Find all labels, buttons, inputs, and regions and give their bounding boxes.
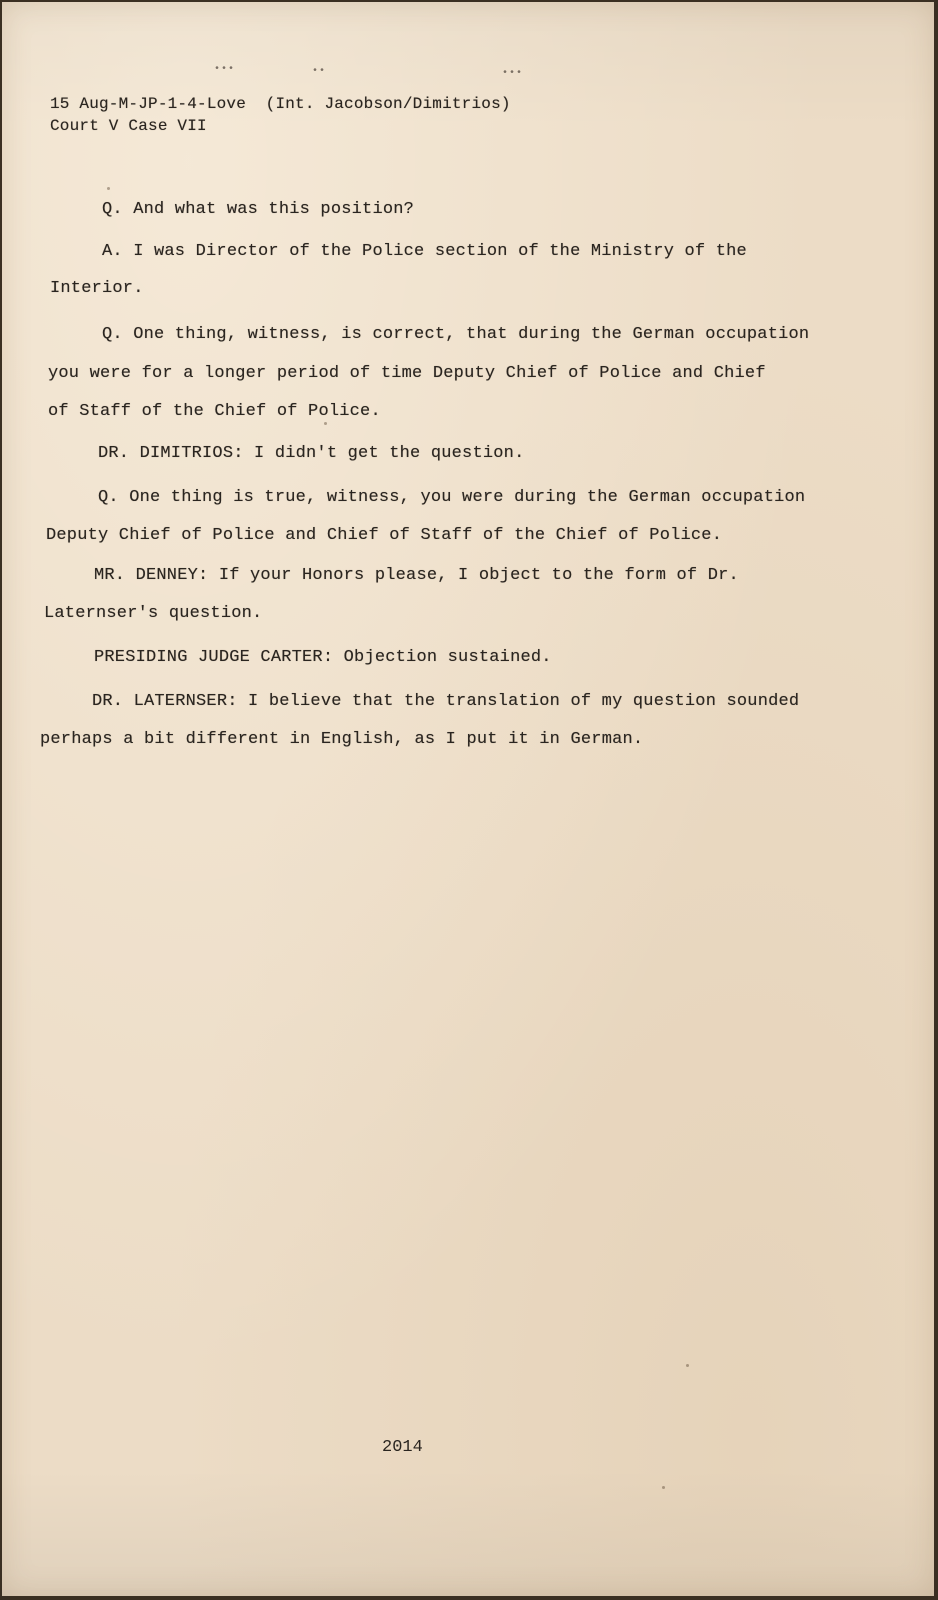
ink-smudge: ••• — [214, 64, 236, 75]
ink-smudge: •• — [312, 66, 327, 77]
transcript-line: of Staff of the Chief of Police. — [48, 402, 381, 421]
header-case-code — [50, 95, 511, 113]
transcript-line: PRESIDING JUDGE CARTER: Objection sustained. — [94, 648, 552, 667]
header-code: 15 Aug-M-JP-1-4-Love — [50, 95, 247, 113]
transcript-line: MR. DENNEY: If your Honors please, I object to the form of Dr. — [94, 566, 739, 585]
transcript-line: DR. DIMITRIOS: I didn't get the question. — [98, 444, 525, 463]
transcript-line: Interior. — [50, 279, 144, 298]
paper-speck — [686, 1364, 689, 1367]
paper-speck — [662, 1486, 665, 1489]
header-interpreters: (Int. Jacobson/Dimitrios) — [265, 95, 511, 113]
transcript-line: Laternser's question. — [44, 604, 263, 623]
paper-speck — [107, 187, 110, 190]
transcript-line: Deputy Chief of Police and Chief of Staff of the Chief of Police. — [46, 526, 723, 545]
transcript-line: DR. LATERNSER: I believe that the translation of my question sounded — [92, 692, 800, 711]
transcript-line: Q. One thing is true, witness, you were during the German occupation — [98, 488, 806, 507]
header-court-case: Court V Case VII — [50, 117, 207, 135]
transcript-line: A. I was Director of the Police section of the Ministry of the — [102, 242, 747, 261]
page-number: 2014 — [382, 1438, 423, 1457]
paper-speck — [324, 422, 327, 425]
ink-smudge: ••• — [502, 68, 524, 79]
transcript-line: perhaps a bit different in English, as I put it in German. — [40, 730, 644, 749]
transcript-line: Q. And what was this position? — [102, 200, 415, 219]
document-page — [2, 2, 934, 1596]
transcript-line: you were for a longer period of time Deputy Chief of Police and Chief — [48, 364, 766, 383]
transcript-line: Q. One thing, witness, is correct, that during the German occupation — [102, 325, 810, 344]
